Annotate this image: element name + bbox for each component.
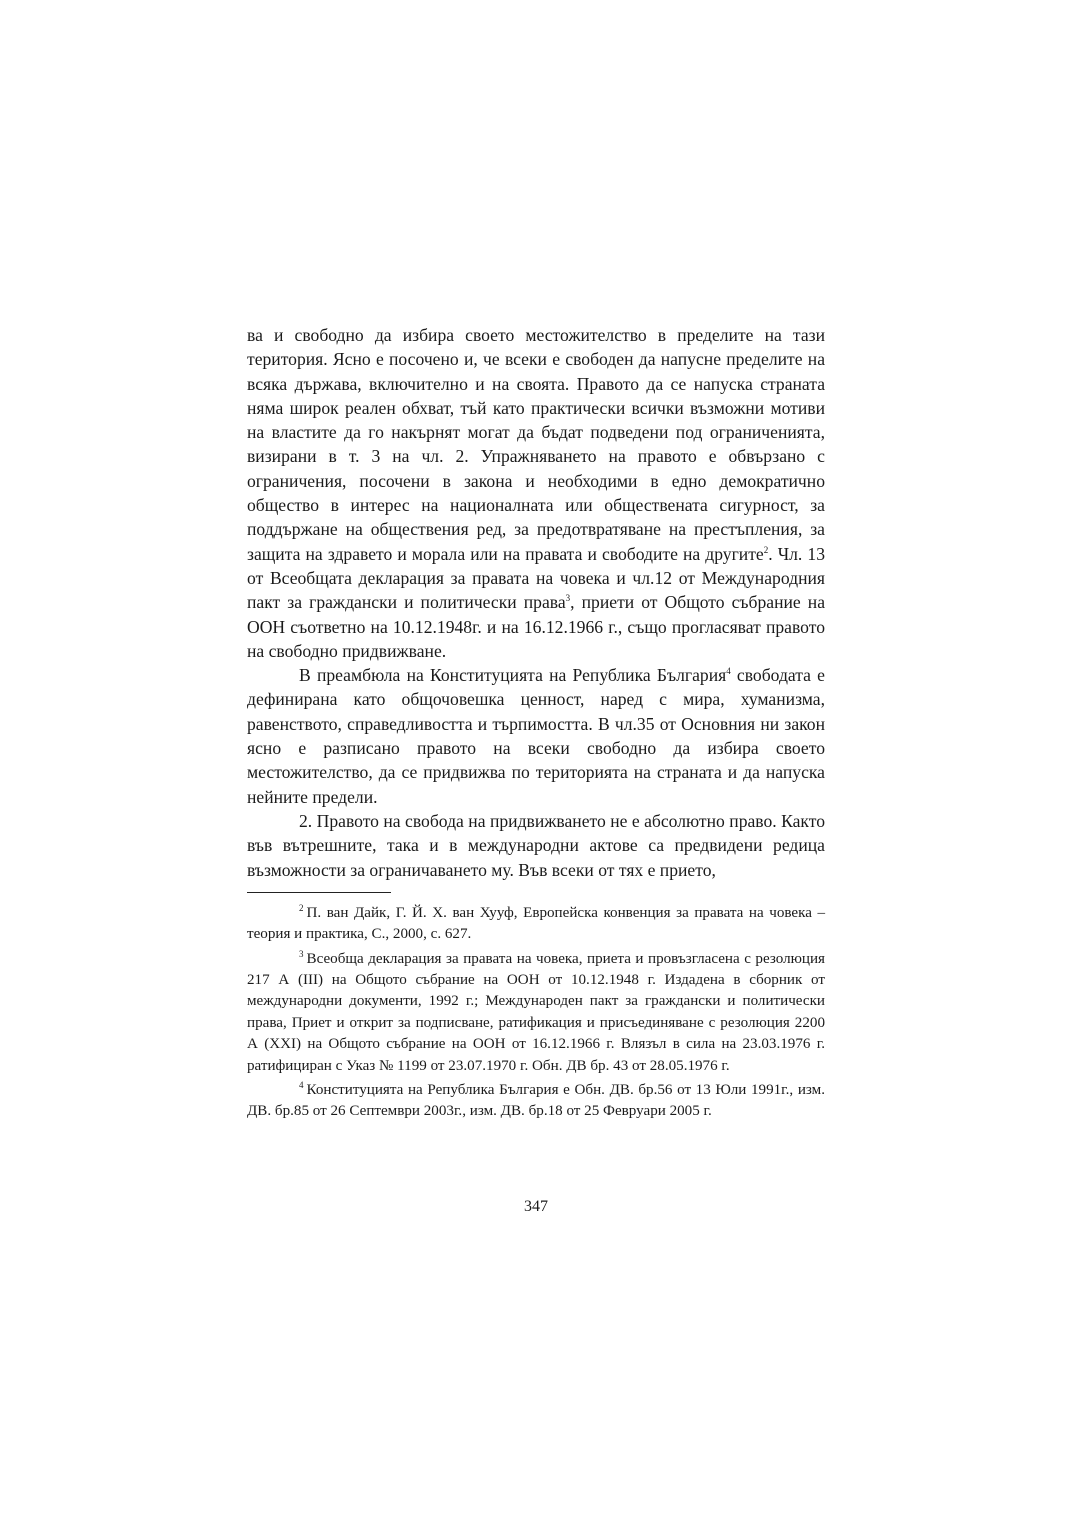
paragraph-text: . Чл. 13 от Всеобщата декларация за правата на човека и чл.12 от Международния пакт за граждански и политически права [247,543,826,613]
footnote-mark: 3 [299,948,304,959]
body-paragraph [247,323,825,663]
paragraph-text: , приети от Общото събрание на ООН съответно на 10.12.1948г. и на 16.12.1966 г., също прогласяват правото на свободно придвижване. [247,592,825,661]
footnote-separator [247,892,391,893]
footnote-mark: 2 [299,902,304,913]
footnote-text: Всеобща декларация за правата на човека, приета и провъзгласена с резолюция 217 А (III) на Общото събрание на ООН от 10.12.1948 г. Издадена в сборник от международни документи, 1992 г.; Международен пакт за граждански и политически права, Приет и открит за подписване, ратификация и присъединяване с резолюция 2200 А (XXI) на Общото събрание на ООН от 16.12.1966 г. Влязъл в сила на 23.03.1976 г. ратифициран с Указ № 1199 от 23.07.1970 г. Обн. ДВ бр. 43 от 28.05.1976 г. [247,950,825,1074]
footnote-reference: 3 [565,593,571,604]
footnote-reference: 2 [763,544,769,555]
footnotes [247,903,825,1123]
body-paragraph [247,809,825,882]
paragraph-text: 2. Правото на свобода на придвижването не е абсолютно право. Както във вътрешните, така и в международни актове са предвидени редица възможности за ограничаването му. Във всеки от тях е прието, [247,810,825,880]
footnote [247,903,825,946]
footnote-reference: 4 [726,666,731,677]
footnote [247,949,825,1077]
body-paragraph [247,663,825,809]
body-text [247,323,825,882]
paragraph-text: свободата е дефинирана като общочовешка ценност, наред с мира, хуманизма, равенството, справедливостта и търпимостта. В чл.35 от Основния ни закон ясно е разписано правото на всеки свободно да избира своето местожителство, да се придвижва по територията на страната и да напуска нейните предели. [247,665,825,807]
paragraph-text: ва и свободно да избира своето местожителство в пределите на тази територия. Ясно е посочено и, че всеки е свободен да напусне пределите на всяка държава, включително и на своята. Правото да се напуска страната няма широк реален обхват, тъй като практически всички възможни мотиви на властите да го накърнят могат да бъдат подведени под ограниченията, визирани в т. 3 на чл. 2. Упражняването на правото е обвързано с ограничения, посочени в закона и необходими в едно демократично общество в интерес на националната или обществената сигурност, за поддържане на обществения ред, за предотвратяване на престъпления, за защита на здравето и морала или на правата и свободите на другите [247,325,825,564]
text-block [247,323,825,1126]
paragraph-text: В преамбюла на Конституцията на Република България [299,665,727,686]
page-number: 347 [524,1198,548,1215]
footnote-text: П. ван Дайк, Г. Й. Х. ван Хууф, Европейска конвенция за правата на човека – теория и практика, С., 2000, с. 627. [247,904,825,943]
footnote [247,1080,825,1123]
footnote-text: Конституцията на Република България е Обн. ДВ. бр.56 от 13 Юли 1991г., изм. ДВ. бр.85 от 26 Септември 2003г., изм. ДВ. бр.18 от 25 Февруари 2005 г. [247,1082,825,1120]
footnote-mark: 4 [299,1080,304,1091]
